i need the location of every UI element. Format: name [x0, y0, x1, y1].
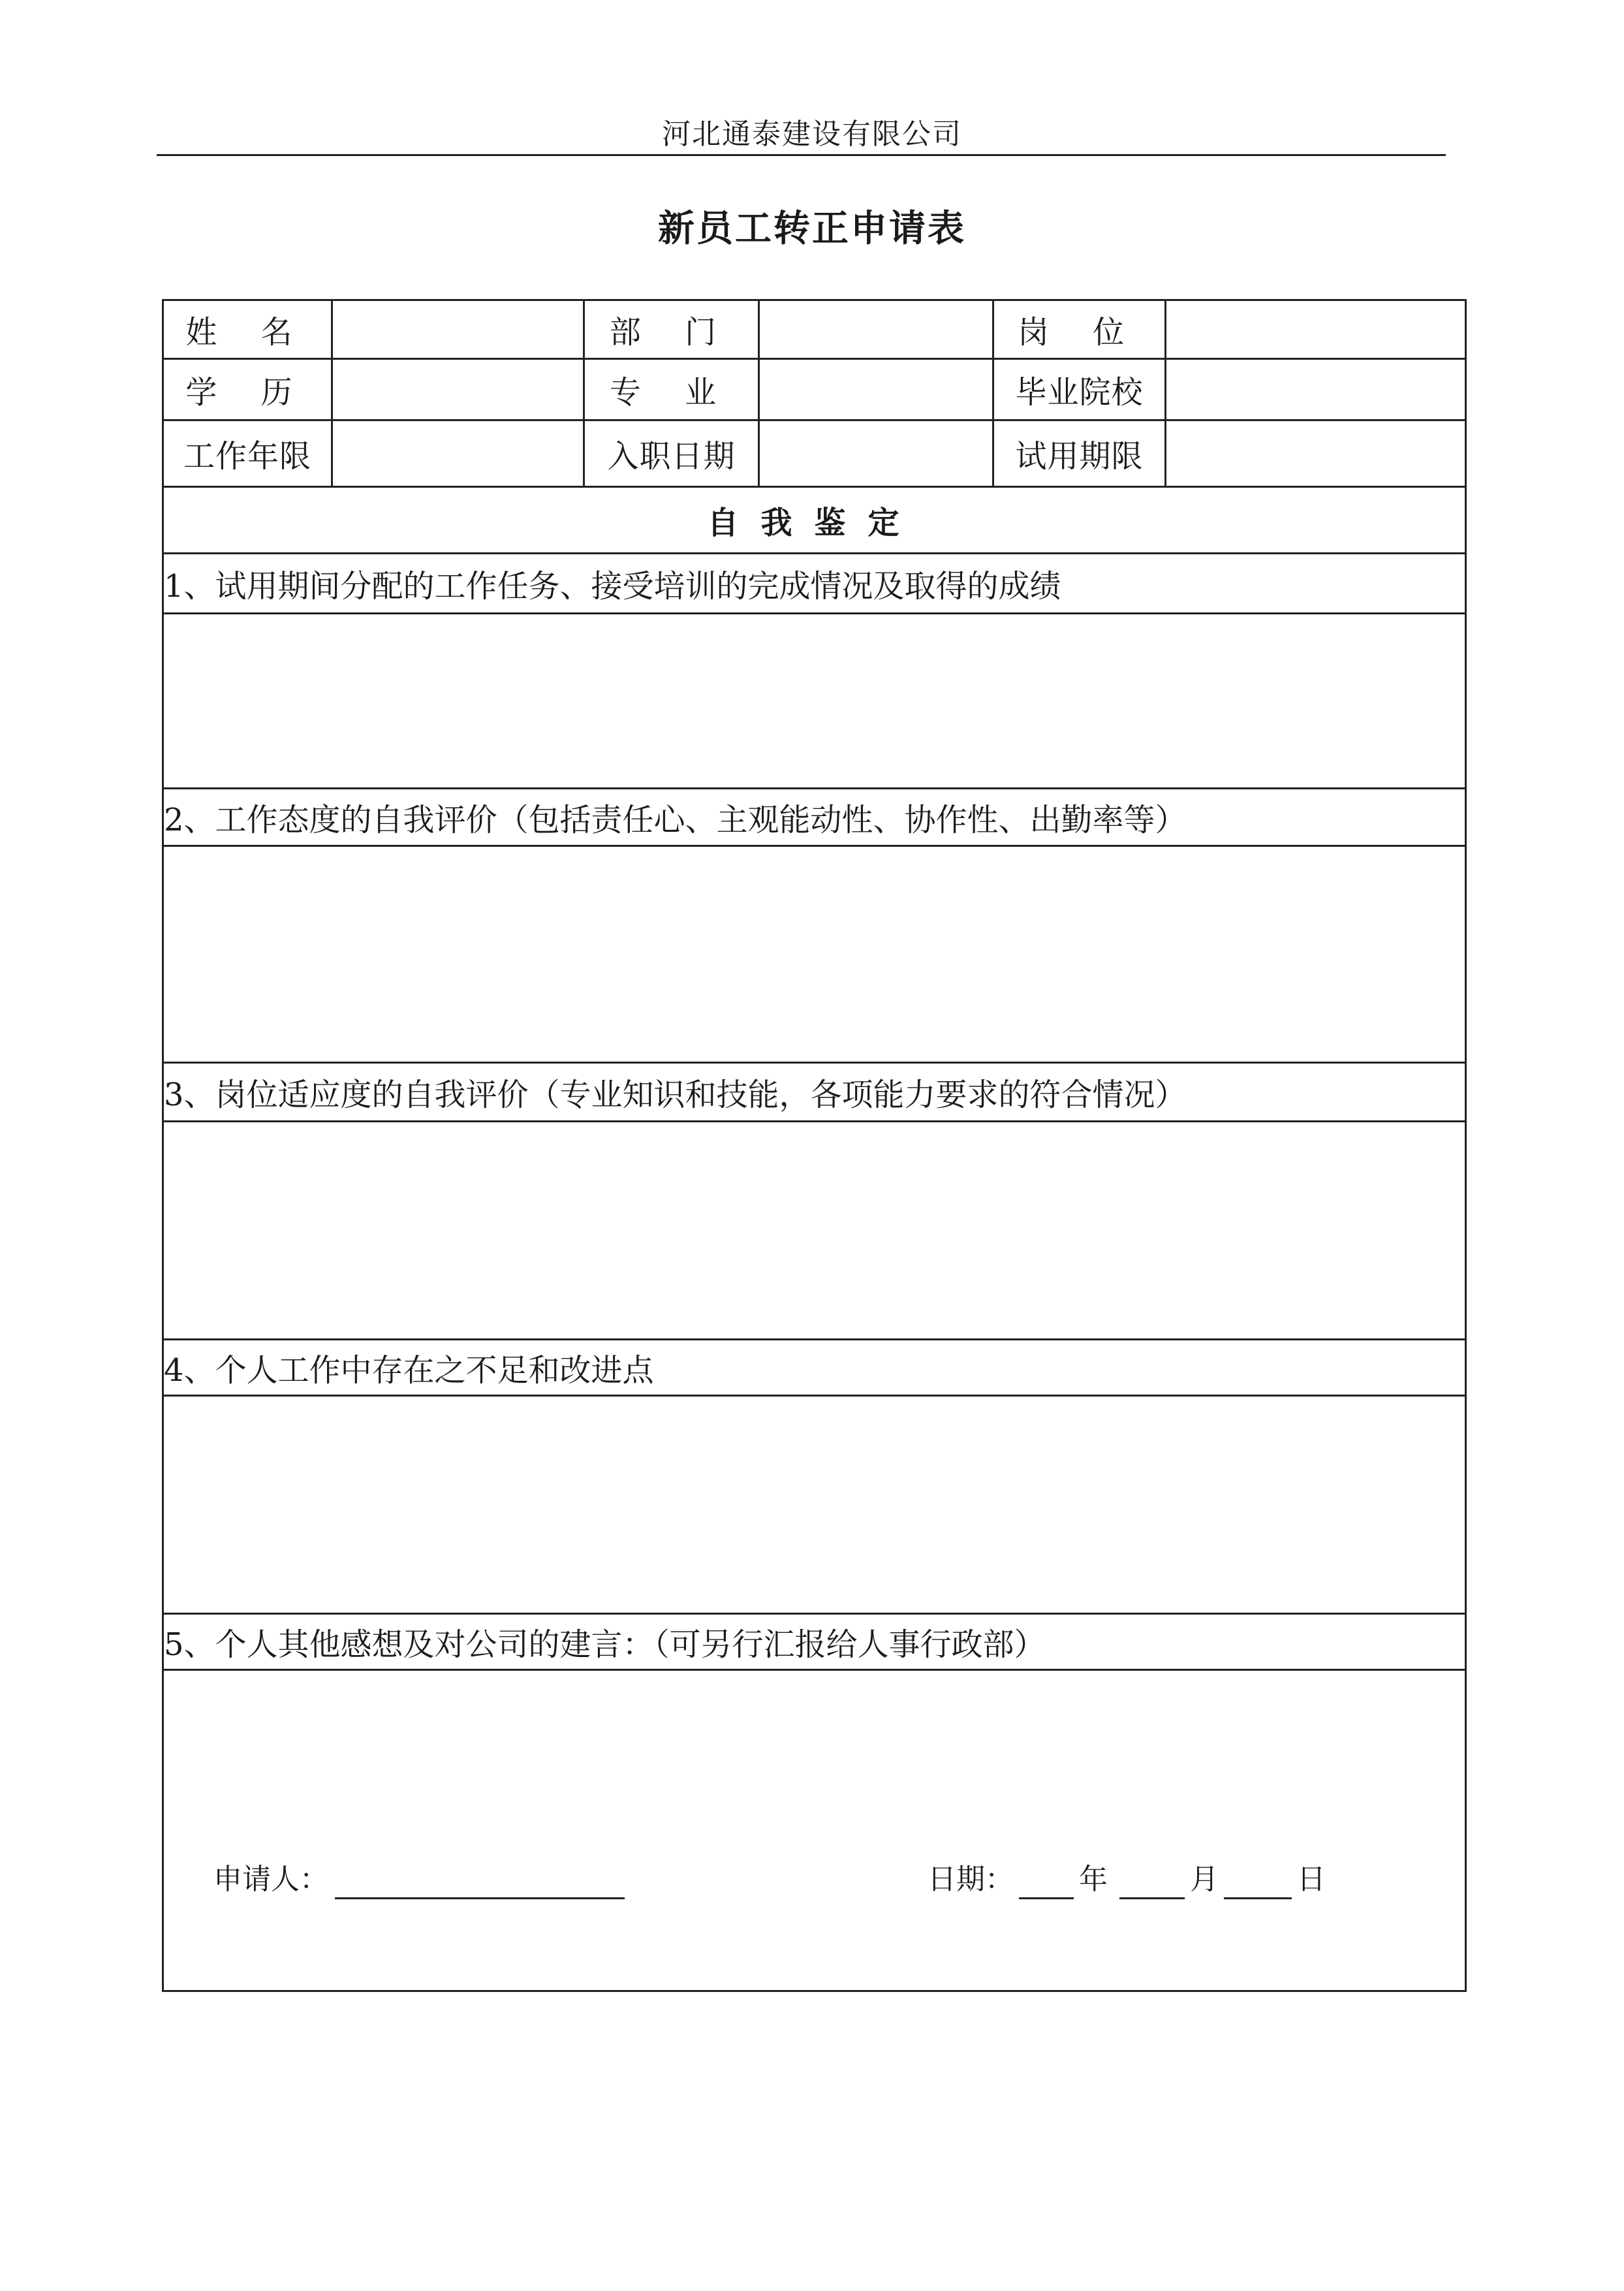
graduate-school-label: 毕业院校: [993, 359, 1166, 420]
signature-row: [163, 1670, 1466, 1991]
month-field[interactable]: [1119, 1865, 1185, 1899]
department-field[interactable]: [759, 300, 993, 359]
question-5-label: 5、个人其他感想及对公司的建言：（可另行汇报给人事行政部）: [163, 1614, 1466, 1670]
work-years-label: 工作年限: [163, 420, 332, 487]
probation-period-field[interactable]: [1166, 420, 1466, 487]
day-field[interactable]: [1224, 1865, 1292, 1899]
question-row: [163, 789, 1466, 846]
applicant-label: 申请人：: [213, 1863, 328, 1896]
applicant-signature-field[interactable]: [335, 1865, 625, 1899]
question-row: [163, 1340, 1466, 1396]
education-field[interactable]: [332, 359, 584, 420]
question-5-answer-area[interactable]: [163, 1670, 1466, 1991]
date-label: 日期：: [928, 1863, 1014, 1896]
form-title: 新员工转正申请表: [658, 207, 966, 250]
question-3-label: 3、岗位适应度的自我评价（专业知识和技能，各项能力要求的符合情况）: [163, 1063, 1466, 1122]
answer-row: [163, 846, 1466, 1063]
question-1-answer-area[interactable]: [163, 614, 1466, 789]
question-4-answer-area[interactable]: [163, 1396, 1466, 1614]
question-row: [163, 554, 1466, 614]
year-unit: 年: [1079, 1863, 1108, 1896]
major-label: 专 业: [584, 359, 759, 420]
applicant-signature: [213, 1860, 625, 1899]
self-assessment-header-row: [163, 487, 1466, 554]
answer-row: [163, 1396, 1466, 1614]
question-4-label: 4、个人工作中存在之不足和改进点: [163, 1340, 1466, 1396]
question-3-answer-area[interactable]: [163, 1122, 1466, 1340]
header-divider: [157, 154, 1446, 156]
graduate-school-field[interactable]: [1166, 359, 1466, 420]
education-label: 学 历: [163, 359, 332, 420]
position-field[interactable]: [1166, 300, 1466, 359]
hire-date-label: 入职日期: [584, 420, 759, 487]
work-years-field[interactable]: [332, 420, 584, 487]
question-2-answer-area[interactable]: [163, 846, 1466, 1063]
question-row: [163, 1614, 1466, 1670]
question-2-label: 2、工作态度的自我评价（包括责任心、主观能动性、协作性、出勤率等）: [163, 789, 1466, 846]
info-row-2: [163, 359, 1466, 420]
probation-period-label: 试用期限: [993, 420, 1166, 487]
name-label: 姓 名: [163, 300, 332, 359]
question-row: [163, 1063, 1466, 1122]
info-row-1: [163, 300, 1466, 359]
self-assessment-heading: 自我鉴定: [163, 487, 1466, 554]
major-field[interactable]: [759, 359, 993, 420]
info-row-3: [163, 420, 1466, 487]
question-1-label: 1、试用期间分配的工作任务、接受培训的完成情况及取得的成绩: [163, 554, 1466, 614]
name-field[interactable]: [332, 300, 584, 359]
company-name: 河北通泰建设有限公司: [662, 118, 962, 151]
year-field[interactable]: [1019, 1865, 1074, 1899]
day-unit: 日: [1297, 1863, 1326, 1896]
answer-row: [163, 1122, 1466, 1340]
month-unit: 月: [1190, 1863, 1219, 1896]
hire-date-field[interactable]: [759, 420, 993, 487]
answer-row: [163, 614, 1466, 789]
application-form: [162, 299, 1467, 1992]
department-label: 部 门: [584, 300, 759, 359]
signature-date: [928, 1860, 1326, 1899]
position-label: 岗 位: [993, 300, 1166, 359]
